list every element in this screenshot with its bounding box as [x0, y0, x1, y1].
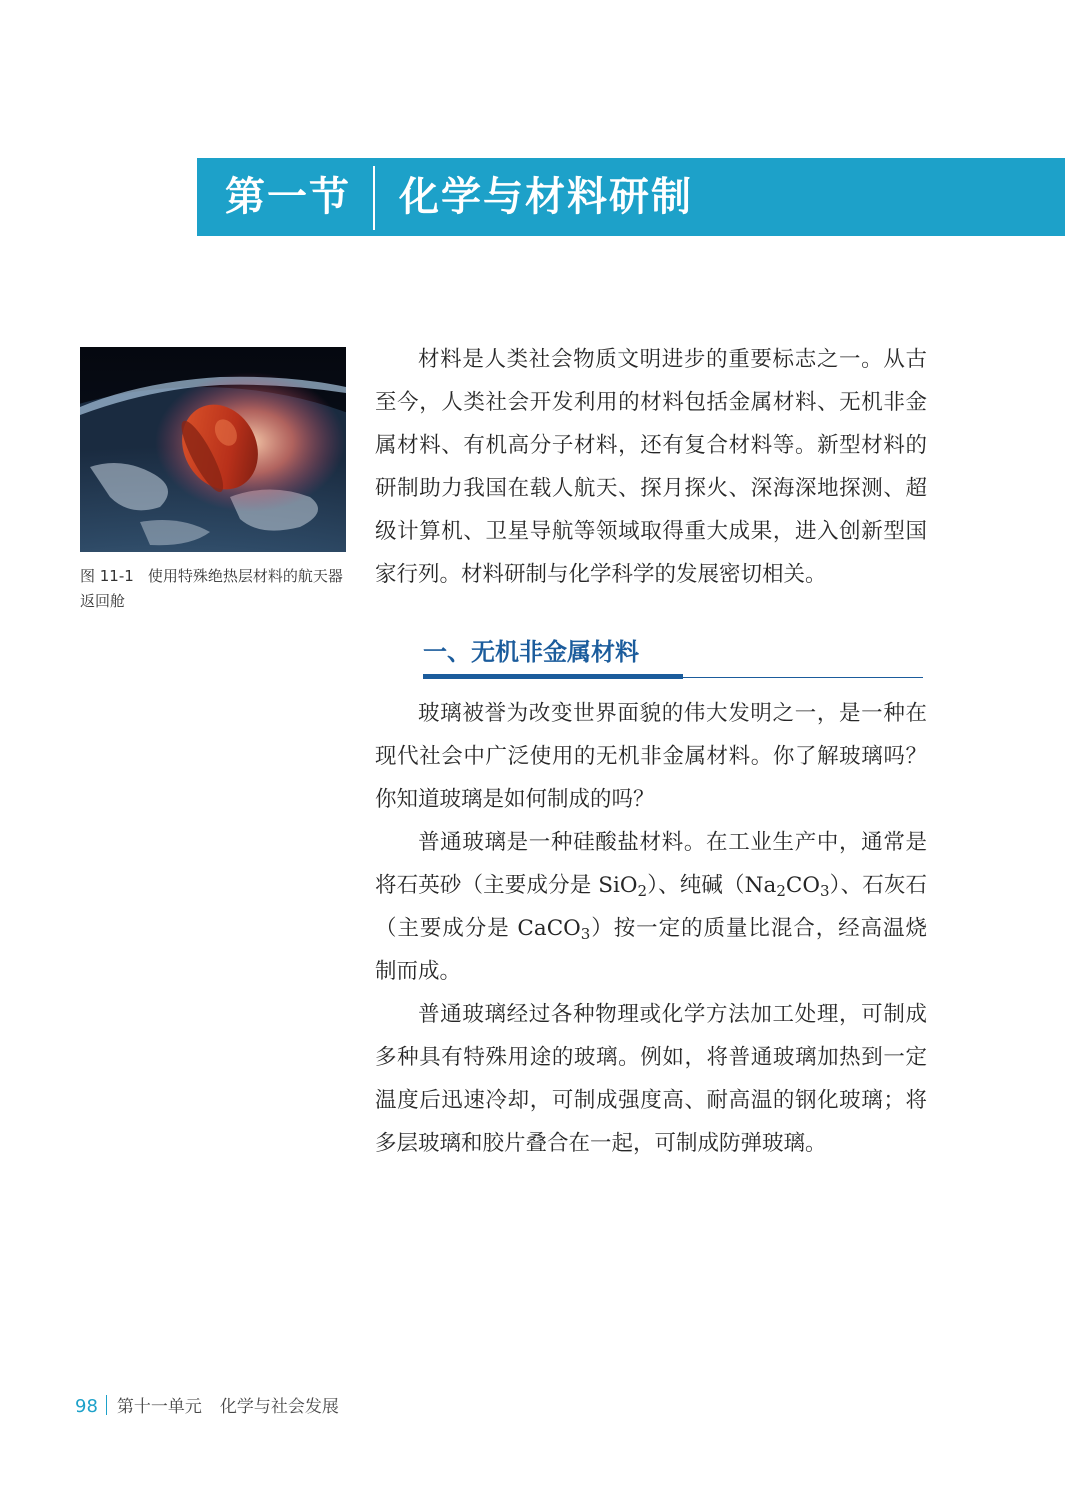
- banner-divider: [373, 166, 375, 230]
- special-glass-paragraph: 普通玻璃经过各种物理或化学方法加工处理，可制成多种具有特殊用途的玻璃。例如，将普通玻璃加热到一定温度后迅速冷却，可制成强度高、耐高温的钢化玻璃；将多层玻璃和胶片叠合在一起，可制成防弹玻璃。: [375, 1002, 927, 1156]
- figure-caption-text: 使用特殊绝热层材料的航天器返回舱: [80, 567, 343, 610]
- section-number: 第一节: [225, 173, 351, 220]
- spacecraft-reentry-icon: [80, 347, 346, 552]
- main-text-column: [375, 338, 927, 1165]
- section-heading: [423, 622, 923, 682]
- glass-production-paragraph: 普通玻璃是一种硅酸盐材料。在工业生产中，通常是将石英砂（主要成分是 SiO$_2$）、纯碱$(Na_2CO_3)$、石灰石（主要成分是 CaCO$_3$）按一定的质量比混合，经高温烧制而成。: [375, 830, 927, 984]
- heading-rule-thick: [423, 674, 683, 679]
- intro-paragraph: 材料是人类社会物质文明进步的重要标志之一。从古至今，人类社会开发利用的材料包括金属材料、无机非金属材料、有机高分子材料，还有复合材料等。新型材料的研制助力我国在载人航天、探月探火、深海深地探测、超级计算机、卫星导航等领域取得重大成果，进入创新型国家行列。材料研制与化学科学的发展密切相关。: [375, 347, 927, 587]
- footer-divider: [106, 1395, 107, 1415]
- figure-image: [80, 347, 346, 552]
- section-banner: [197, 158, 1065, 236]
- section-title: 化学与材料研制: [399, 173, 693, 220]
- unit-label: 第十一单元: [116, 1397, 202, 1417]
- page-footer: [75, 1394, 339, 1420]
- unit-title: 化学与社会发展: [219, 1397, 339, 1417]
- heading-rule-thin: [683, 677, 923, 678]
- section-heading-text: 一、无机非金属材料: [423, 638, 639, 666]
- figure-caption: [80, 564, 356, 614]
- page-number: 98: [75, 1396, 98, 1417]
- glass-intro-paragraph: 玻璃被誉为改变世界面貌的伟大发明之一，是一种在现代社会中广泛使用的无机非金属材料。你了解玻璃吗？你知道玻璃是如何制成的吗？: [375, 701, 927, 812]
- figure-number: 图 11-1: [80, 567, 134, 585]
